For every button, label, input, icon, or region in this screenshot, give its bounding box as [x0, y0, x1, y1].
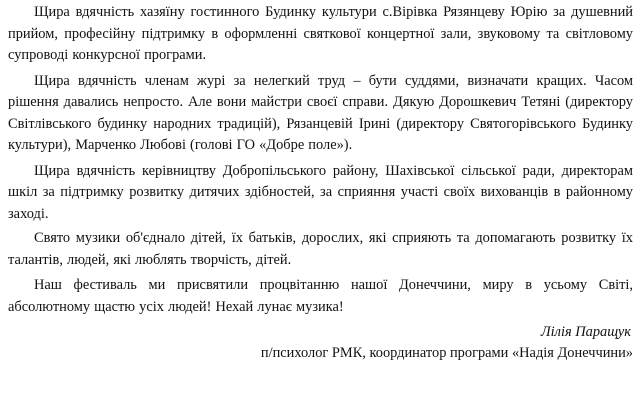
paragraph-thanks-culture-house: Щира вдячність хазяїну гостинного Будинку культури с.Вірівка Рязянцеву Юрію за душевний прийом, професійну підтримку в оформленні святкової концертної зали, звуковому та світловому супроводі конкурсної програми. — [8, 4, 633, 63]
signature-role: п/психолог РМК, координатор програми «Надія Донеччини» — [260, 345, 633, 361]
paragraph-thanks-jury: Щира вдячність членам журі за нелегкий труд – бути суддями, визначати кращих. Часом рішення давались непросто. Але вони майстри своєї справи. Дякую Дорошкевич Тетяні (директору Світлівського будинку народних традицій), Рязанцевій Ірині (директору Святогорівського Будинку культури), Марченко Любові (голові ГО «Добре поле»). — [8, 72, 633, 153]
paragraph-thanks-district: Щира вдячність керівництву Добропільського району, Шахівської сільської ради, директорам шкіл за підтримку розвитку дитячих здібностей, за сприяння участі своїх вихованців в районному заході. — [8, 162, 633, 222]
signature-name: Лілія Паращук — [540, 324, 631, 340]
paragraph-music-festival: Свято музики об'єднало дітей, їх батьків, дорослих, які сприяють та допомагають розвитку їх талантів, людей, які люблять творчість, дітей. — [8, 230, 633, 268]
paragraph-dedication: Наш фестиваль ми присвятили процвітанню нашої Донеччини, миру в усьому Світі, абсолютному щастю усіх людей! Нехай лунає музика! — [8, 277, 633, 315]
